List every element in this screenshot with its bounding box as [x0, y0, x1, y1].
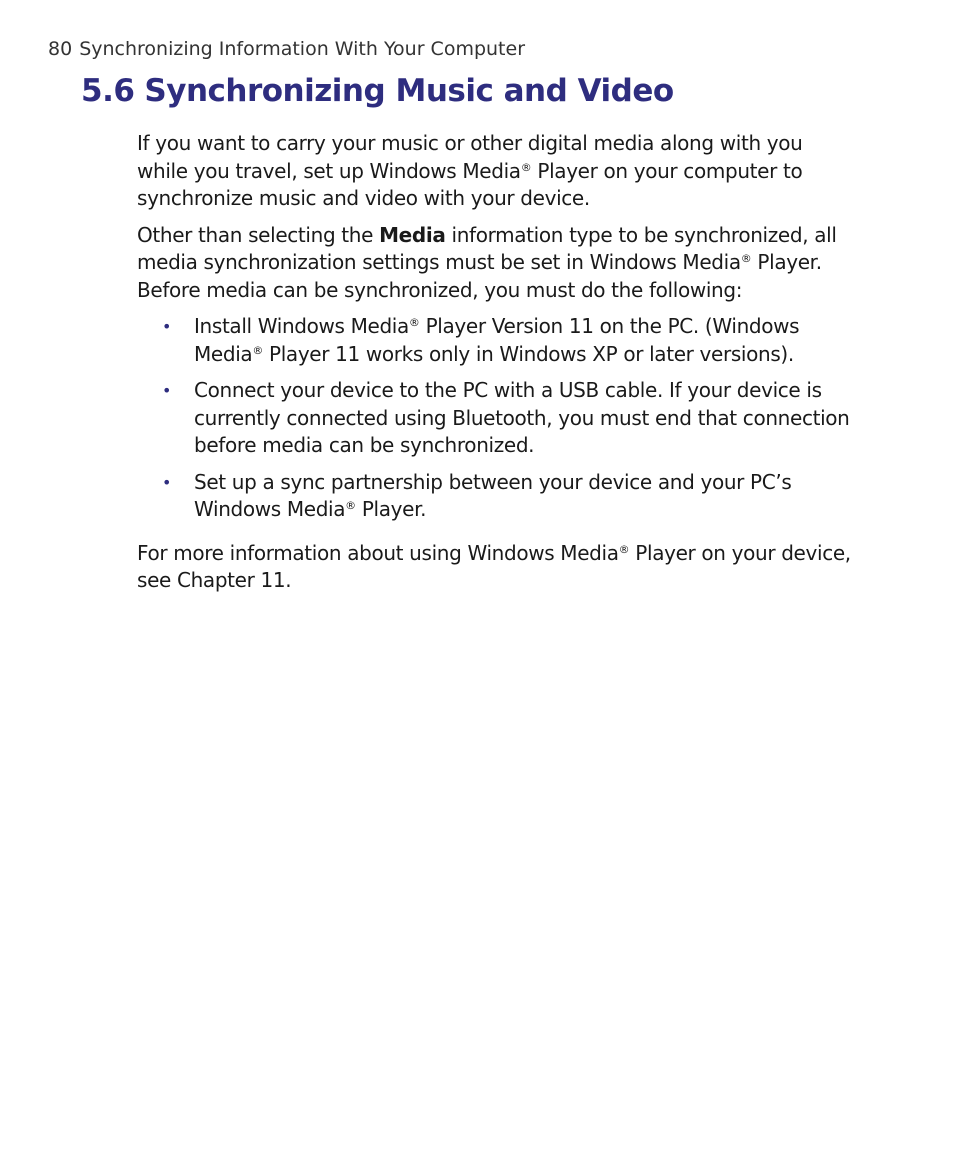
registered-mark: ® [345, 499, 356, 512]
requirements-text-part: Other than selecting the [137, 222, 380, 247]
bullet-icon: • [162, 472, 172, 492]
registered-mark: ® [618, 542, 630, 556]
bullet-icon: • [162, 317, 172, 336]
list-item-text: Player Version 11 on the PC. (Windows Media [194, 314, 800, 366]
list-item-text: Set up a sync partnership between your device and your PC’s Windows Media [194, 469, 792, 521]
list-item [137, 377, 857, 460]
list-item-text: Install Windows Media [194, 314, 409, 338]
running-title: Synchronizing Information With Your Computer [79, 38, 526, 60]
section-title-text: Synchronizing Music and Video [144, 73, 674, 109]
intro-paragraph [137, 130, 857, 213]
intro-text-part: Player on your computer to synchronize music and video with your device. [137, 158, 803, 210]
requirements-list [137, 313, 857, 524]
list-item-text: Player 11 works only in Windows XP or later versions). [262, 341, 794, 366]
more-info-text-part: Player on your device, see Chapter 11. [137, 540, 851, 592]
list-item-text: Player. [355, 497, 427, 521]
bullet-icon: • [162, 381, 172, 400]
list-item-text: Connect your device to the PC with a USB cable. If your device is currently connected using Bluetooth, you must end that connection before media can be synchronized. [194, 378, 850, 457]
body-content [137, 130, 857, 604]
registered-mark: ® [740, 252, 752, 265]
more-info-text-part: For more information about using Windows Media [137, 540, 619, 565]
page-number: 80 [48, 38, 73, 60]
registered-mark: ® [252, 343, 263, 357]
registered-mark: ® [408, 316, 420, 329]
running-header [48, 38, 525, 60]
requirements-text-part: Player. Before media can be synchronized, you must do the following: [137, 250, 822, 302]
section-heading [81, 73, 674, 109]
list-item [137, 313, 857, 368]
more-info-paragraph [137, 540, 857, 595]
section-number: 5.6 [81, 73, 135, 109]
media-term: Media [379, 222, 446, 247]
intro-text-part: If you want to carry your music or other digital media along with you while you travel, set up Windows Media [137, 131, 803, 183]
requirements-text-part: information type to be synchronized, all media synchronization settings must be set in Windows Media [137, 222, 837, 274]
list-item [137, 469, 857, 524]
requirements-paragraph [137, 222, 857, 305]
registered-mark: ® [520, 160, 532, 174]
